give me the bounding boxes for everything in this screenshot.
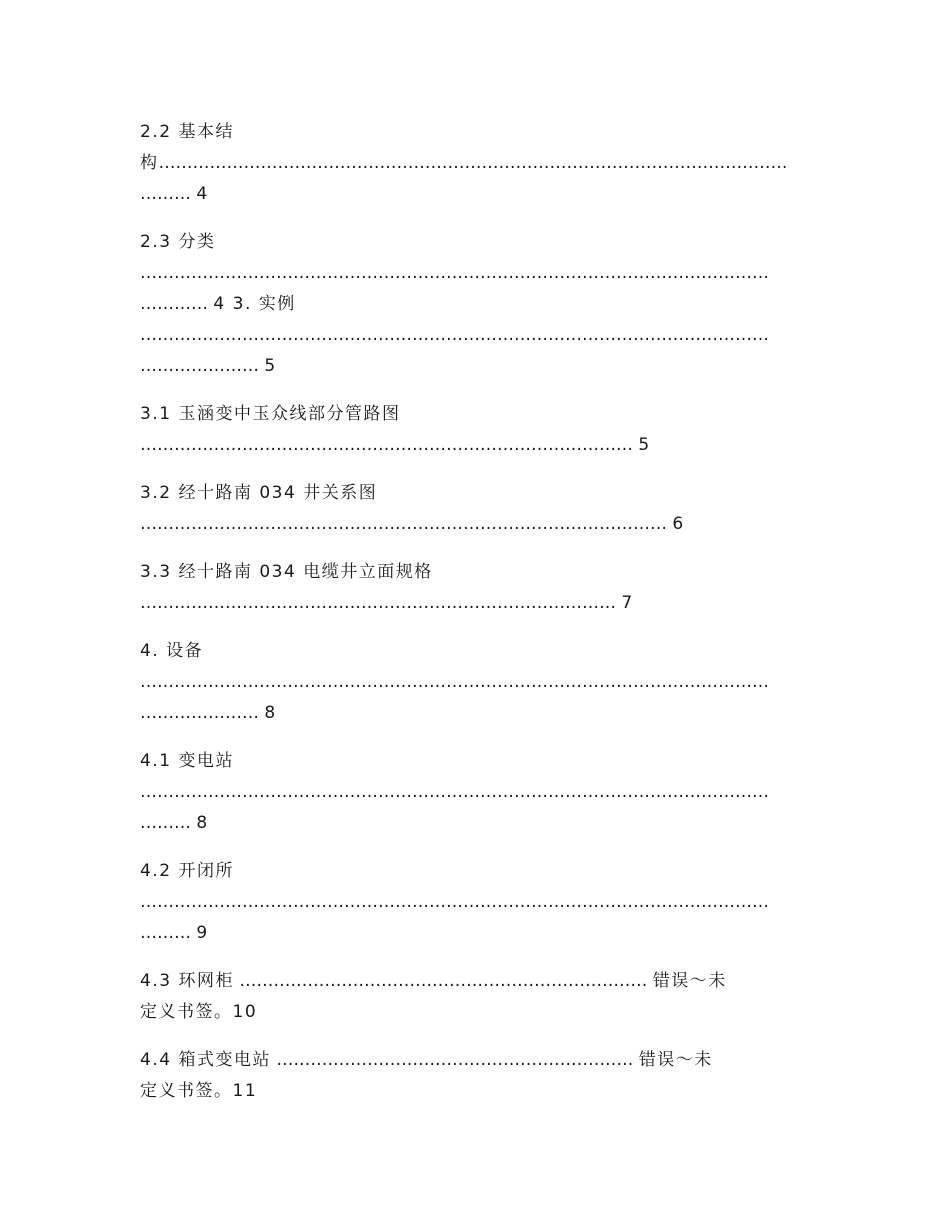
page-number: 8 (264, 703, 277, 723)
toc-entry-4-1[interactable] (140, 746, 807, 839)
leader-dots: ………………………………………………………………………………………………… (140, 325, 769, 345)
toc-entry-title-line: 4.3 环网柜 ……………………………………………………………… 错误～未 (140, 971, 727, 991)
page-number: 5 (264, 356, 277, 376)
leader-dots: ………………………………………………………………………………………………… (140, 672, 769, 692)
leader-dots: ……… (140, 923, 197, 943)
toc-entry-page-line (140, 289, 807, 320)
toc-entry-4[interactable] (140, 636, 807, 729)
page-number: 9 (196, 923, 209, 943)
toc-entry-page-line (140, 351, 807, 382)
page-number: 4 3. 实例 (213, 294, 296, 314)
toc-entry-2-2[interactable] (140, 117, 807, 210)
toc-entry-3-1[interactable] (140, 399, 807, 461)
toc-entry-page-line (140, 430, 807, 461)
toc-entry-page-line (140, 997, 807, 1028)
bookmark-error-continued: 定义书签。11 (140, 1081, 258, 1101)
toc-entry-title: 2.2 基本结 (140, 122, 234, 142)
toc-entry-page-line (140, 1076, 807, 1107)
toc-entry-title: 2.3 分类 (140, 232, 216, 252)
toc-entry-page-line (140, 808, 807, 839)
leader-dots: ……………………………………………………………… (233, 971, 653, 991)
toc-entry-title: 4. 设备 (140, 641, 204, 661)
page-number: 7 (621, 593, 634, 613)
leader-dots: ………………………………………………………………………………………………… (140, 782, 769, 802)
page-number: 4 (196, 184, 209, 204)
toc-entry-title: 3.1 玉涵变中玉众线部分管路图 (140, 404, 401, 424)
bookmark-error-continued: 定义书签。10 (140, 1002, 258, 1022)
leader-dots: ……… (140, 184, 197, 204)
leader-dots: …………………………………………………………………………… (140, 435, 639, 455)
toc-leader-line (140, 258, 807, 289)
toc-entry-4-2[interactable] (140, 856, 807, 949)
leader-dots: ………………………………………………………………………………………………… (158, 153, 788, 173)
page-number: 8 (196, 813, 209, 833)
table-of-contents (140, 117, 807, 1124)
page-number: 6 (672, 514, 685, 534)
toc-leader-line (140, 320, 807, 351)
bookmark-error: 错误～未 (652, 971, 727, 991)
toc-entry-3-2[interactable] (140, 478, 807, 540)
toc-entry-page-line (140, 698, 807, 729)
toc-entry-title-line: 4.4 箱式变电站 ……………………………………………………… 错误～未 (140, 1050, 713, 1070)
leader-dots: ………………… (140, 356, 265, 376)
toc-entry-title: 4.1 变电站 (140, 751, 234, 771)
toc-entry-title: 3.3 经十路南 034 电缆井立面规格 (140, 562, 433, 582)
leader-dots: ………… (140, 294, 214, 314)
bookmark-error: 错误～未 (638, 1050, 713, 1070)
toc-entry-3-3[interactable] (140, 557, 807, 619)
toc-leader-line (140, 887, 807, 918)
leader-dots: ………………………………………………………………………… (140, 593, 622, 613)
toc-entry-page-line (140, 918, 807, 949)
toc-leader-line (140, 777, 807, 808)
toc-entry-page-line (140, 509, 807, 540)
leader-dots: ………………………………………………………………………………………………… (140, 892, 769, 912)
leader-dots: ……… (140, 813, 197, 833)
toc-entry-4-4[interactable] (140, 1045, 807, 1107)
leader-dots: ……………………………………………………… (270, 1050, 639, 1070)
toc-entry-page-line (140, 588, 807, 619)
leader-dots: ………………………………………………………………………………………………… (140, 263, 769, 283)
leader-dots: ………………………………………………………………………………… (140, 514, 673, 534)
toc-leader-line (140, 667, 807, 698)
toc-entry-continuation: 构………………………………………………………………………………………………… (140, 153, 788, 173)
leader-dots: ………………… (140, 703, 265, 723)
toc-entry-page-line (140, 179, 807, 210)
page-number: 5 (638, 435, 651, 455)
toc-entry-2-3[interactable] (140, 227, 807, 382)
toc-entry-4-3[interactable] (140, 966, 807, 1028)
toc-entry-title: 4.2 开闭所 (140, 861, 234, 881)
toc-entry-title: 3.2 经十路南 034 井关系图 (140, 483, 378, 503)
